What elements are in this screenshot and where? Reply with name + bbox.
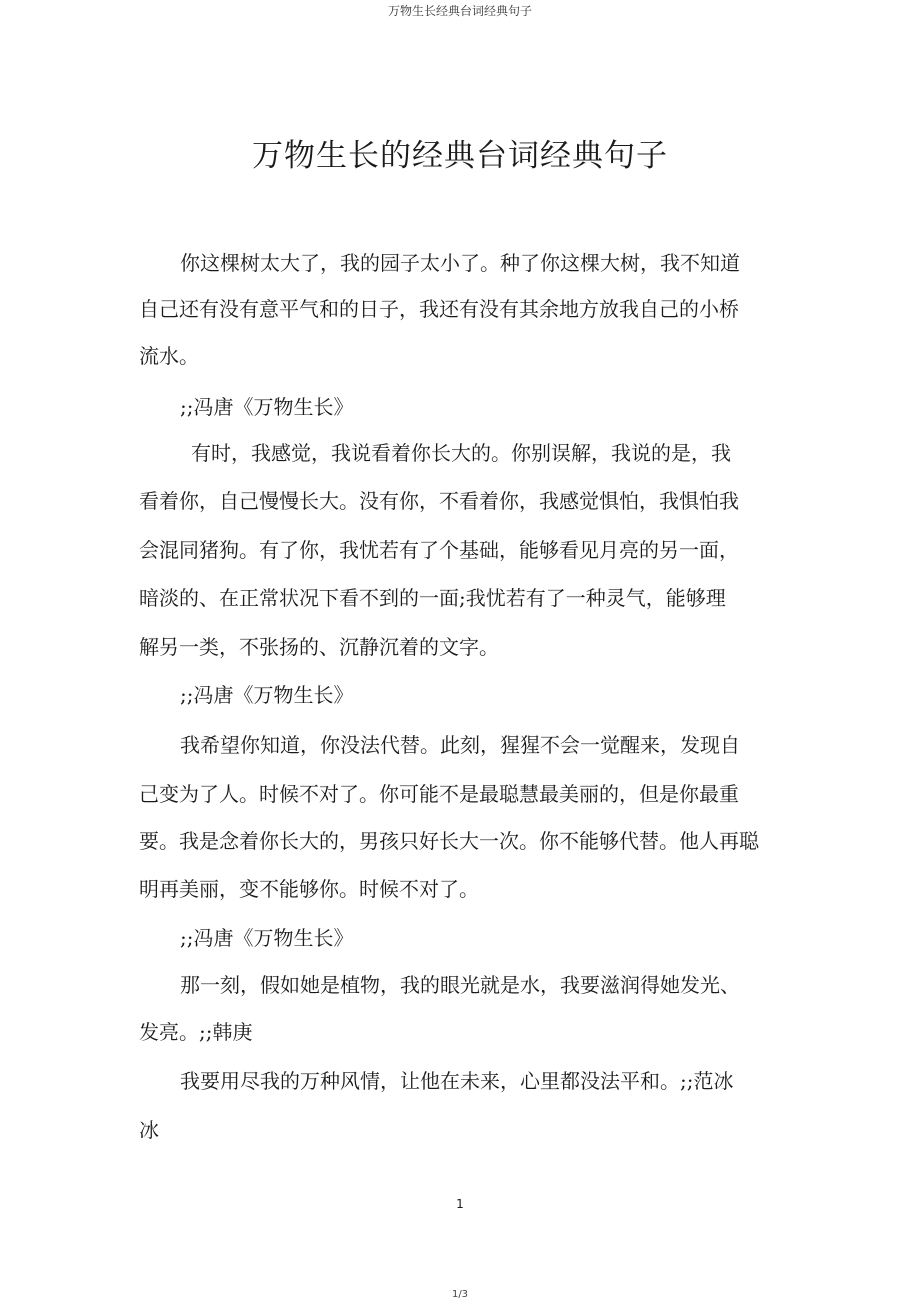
attribution-line: ;;冯唐《万物生长》 <box>180 395 354 419</box>
body-line: 看着你，自己慢慢长大。没有你，不看着你，我感觉惧怕，我惧怕我 <box>139 489 739 513</box>
body-line: 要。我是念着你长大的，男孩只好长大一次。你不能够代替。他人再聪 <box>139 829 759 853</box>
body-line: 那一刻，假如她是植物，我的眼光就是水，我要滋润得她发光、 <box>180 973 740 997</box>
body-line: 我希望你知道，你没法代替。此刻，猩猩不会一觉醒来，发现自 <box>180 733 740 757</box>
body-line: 冰 <box>139 1118 159 1142</box>
attribution-line: ;;冯唐《万物生长》 <box>180 683 354 707</box>
body-line: 我要用尽我的万种风情，让他在未来，心里都没法平和。;;范冰 <box>180 1069 734 1093</box>
body-line: 会混同猪狗。有了你，我忧若有了个基础，能够看见月亮的另一面， <box>139 538 739 562</box>
body-line: 流水。 <box>139 344 199 368</box>
body-line: 暗淡的、在正常状况下看不到的一面;我忧若有了一种灵气，能够理 <box>139 586 726 610</box>
body-line: 己变为了人。时候不对了。你可能不是最聪慧最美丽的，但是你最重 <box>139 782 739 806</box>
body-line: 明再美丽，变不能够你。时候不对了。 <box>139 877 479 901</box>
running-header: 万物生长经典台词经典句子 <box>387 4 532 18</box>
page-number: 1 <box>456 1197 464 1211</box>
document-title: 万物生长的经典台词经典句子 <box>252 138 668 174</box>
body-line: 发亮。;;韩庚 <box>139 1020 253 1044</box>
body-line: 你这棵树太大了，我的园子太小了。种了你这棵大树，我不知道 <box>180 251 740 275</box>
body-line: 自己还有没有意平气和的日子，我还有没有其余地方放我自己的小桥 <box>139 297 739 321</box>
attribution-line: ;;冯唐《万物生长》 <box>180 926 354 950</box>
page-count: 1/3 <box>451 1289 469 1300</box>
body-line: 解另一类，不张扬的、沉静沉着的文字。 <box>139 635 499 659</box>
body-line: 有时，我感觉，我说看着你长大的。你别误解，我说的是，我 <box>191 441 731 465</box>
